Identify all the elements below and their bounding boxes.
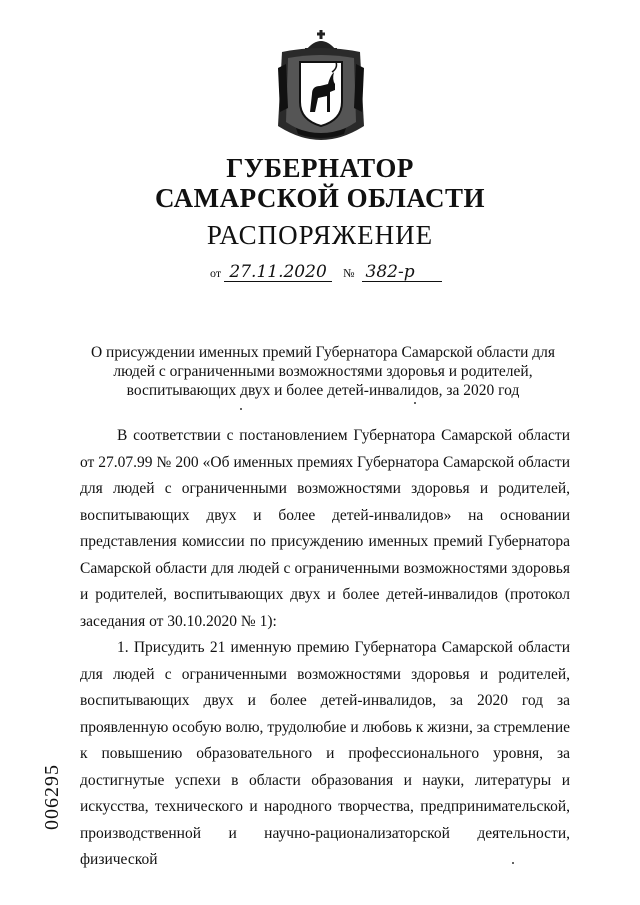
body-paragraph-2: 1. Присудить 21 именную премию Губернатора Самарской области для людей с ограниченными возможностями здоровья и родителей, воспитывающих двух и более детей-инвалидов, за 2020 год за проявленную особую волю, трудолюбие и любовь к жизни, за стремление к повышению образовательного и профессионального уровня, за достигнутые успехи в области образования и науки, литературы и искусства, технического и народного творчества, предпринимательской, производственной и научно-рационализаторской деятельности, физической — [80, 639, 570, 868]
scan-speck — [512, 862, 514, 864]
document-type: РАСПОРЯЖЕНИЕ — [206, 220, 434, 250]
issuer-title-line1: ГУБЕРНАТОР — [226, 153, 414, 183]
dateline — [210, 263, 442, 282]
document-number: 382-р — [362, 263, 442, 282]
number-prefix: № — [343, 266, 355, 280]
document-subject: О присуждении именных премий Губернатора Самарской области для людей с ограниченными возможностями здоровья и родителей, воспитывающих двух и более детей-инвалидов, за 2020 год — [90, 344, 556, 399]
registration-stamp-number: 006295 — [41, 764, 63, 830]
document-body — [80, 423, 570, 874]
date-prefix: от — [210, 266, 222, 280]
samara-coat-of-arms-icon — [272, 28, 370, 142]
document-date: 27.11.2020 — [224, 263, 332, 282]
scan-speck — [240, 408, 242, 410]
body-paragraph-1: В соответствии с постановлением Губернатора Самарской области от 27.07.99 № 200 «Об именных премиях Губернатора Самарской области для людей с ограниченными возможностями здоровья и родителей, воспитывающих двух и более детей-инвалидов» на основании представления комиссии по присуждению именных премий Губернатора Самарской области для людей с ограниченными возможностями здоровья и родителей, воспитывающих двух и более детей-инвалидов (протокол заседания от 30.10.2020 № 1): — [80, 427, 570, 630]
issuer-title-line2: САМАРСКОЙ ОБЛАСТИ — [154, 183, 486, 213]
scan-speck — [414, 402, 416, 404]
